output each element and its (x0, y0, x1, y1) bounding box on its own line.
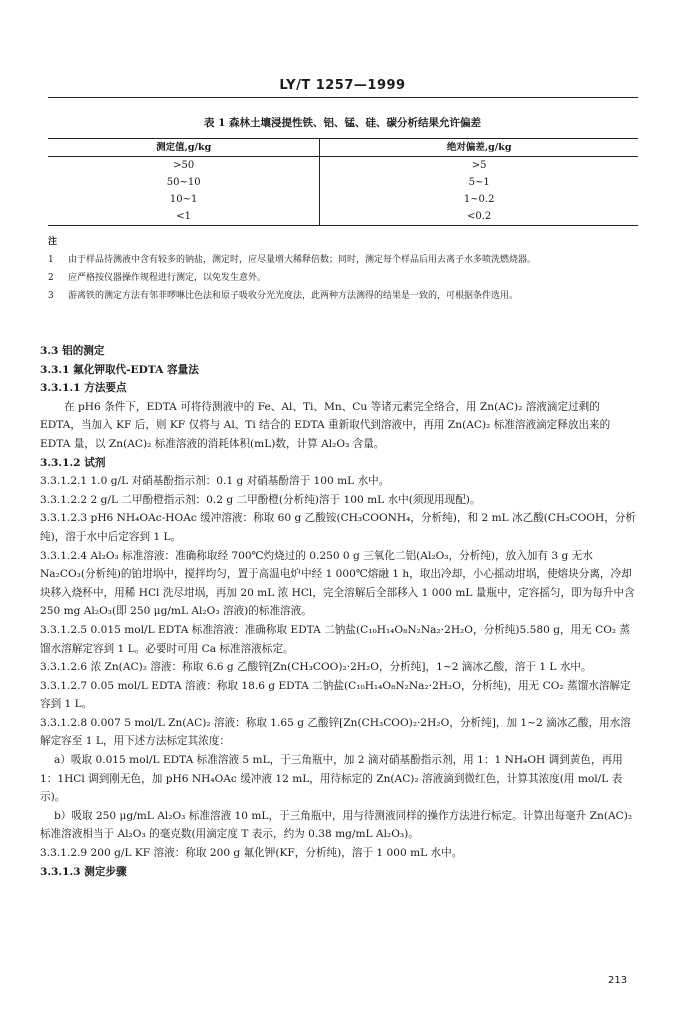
table-cell: <1 (48, 208, 320, 226)
table-cell: >5 (471, 160, 487, 171)
table-row (48, 174, 638, 191)
table-cell: 10~1 (48, 191, 320, 208)
note-text: 游离铁的测定方法有邻菲啰啉比色法和原子吸收分光光度法，此两种方法测得的结果是一致的，可根据条件选用。 (68, 291, 519, 301)
table-cell: 1~0.2 (463, 194, 495, 205)
table-cell: <0.2 (467, 211, 492, 222)
table-header-row (48, 139, 638, 157)
table-row (48, 191, 638, 208)
reagent-item: 3.3.1.2.3 pH6 NH₄OAc-HOAc 缓冲溶液：称取 60 g 乙酸铵(CH₃COONH₄，分析纯)，和 2 mL 冰乙酸(CH₃COOH，分析纯)，溶于水中后定容到 1 L。 (40, 512, 637, 543)
header-rule (48, 97, 638, 98)
column-header: 测定值,g/kg (48, 139, 320, 157)
note-item (48, 288, 638, 304)
deviation-table (48, 138, 638, 226)
reagent-item: 3.3.1.2.7 0.05 mol/L EDTA 溶液：称取 18.6 g EDTA 二钠盐(C₁₀H₁₄O₈N₂Na₂·2H₂O，分析纯)，用无 CO₂ 蒸馏水溶解定容到 1 L。 (40, 679, 631, 711)
procedure-step: a）吸取 0.015 mol/L EDTA 标准溶液 5 mL，于三角瓶中，加 2 滴对硝基酚指示剂，用 1：1 NH₄OH 调到黄色，再用 1：1HCl 调到刚无色，加 pH6 NH₄OAc 缓冲液 12 mL，用待标定的 Zn(AC)₂ 溶液滴到微红色，计算其浓度(用 mol/L 表示)。 (40, 754, 623, 804)
note-item (48, 270, 638, 286)
reagent-item: 3.3.1.2.9 200 g/L KF 溶液：称取 200 g 氟化钾(KF，分析纯)，溶于 1 000 mL 水中。 (40, 847, 463, 860)
note-number: 1 (48, 255, 54, 265)
table-cell: 5~1 (468, 177, 490, 188)
note-item (48, 252, 638, 268)
reagent-item: 3.3.1.2.1 1.0 g/L 对硝基酚指示剂：0.1 g 对硝基酚溶于 100 mL 水中。 (40, 475, 390, 488)
reagent-item: 3.3.1.2.5 0.015 mol/L EDTA 标准溶液：准确称取 EDTA 二钠盐(C₁₀H₁₄O₈N₂Na₂·2H₂O，分析纯)5.580 g，用无 CO₂ 蒸馏水溶解定容到 1 L。必要时可用 Ca 标准溶液标定。 (40, 623, 631, 655)
reagent-item: 3.3.1.2.2 2 g/L 二甲酚橙指示剂：0.2 g 二甲酚橙(分析纯)溶于 100 mL 水中(须现用现配)。 (40, 493, 481, 506)
section-heading: 3.3.1.1 方法要点 (40, 382, 127, 395)
table-caption: 表 1 森林土壤浸提性铁、铝、锰、硅、碳分析结果允许偏差 (203, 117, 482, 129)
reagent-item: 3.3.1.2.8 0.007 5 mol/L Zn(AC)₂ 溶液：称取 1.65 g 乙酸锌[Zn(CH₃COO)₂·2H₂O，分析纯]，加 1~2 滴冰乙酸，用水溶解定容至 1 L，用下述方法标定其浓度： (40, 716, 631, 748)
column-header: 绝对偏差,g/kg (320, 139, 638, 157)
section-heading: 3.3.1.2 试剂 (40, 456, 106, 469)
table-cell: >50 (48, 157, 320, 175)
body-text (40, 342, 640, 881)
table-cell: 50~10 (48, 174, 320, 191)
procedure-step: b）吸取 250 μg/mL Al₂O₃ 标准溶液 10 mL，于三角瓶中，用与待测液同样的操作方法进行标定。计算出每毫升 Zn(AC)₂ 标准溶液相当于 Al₂O₃ 的毫克数(用滴定度 T 表示，约为 0.38 mg/mL Al₂O₃)。 (40, 809, 633, 841)
table-notes (48, 234, 638, 304)
note-number: 3 (48, 291, 54, 301)
notes-label: 注 (48, 237, 58, 247)
reagent-item: 3.3.1.2.6 浓 Zn(AC)₂ 溶液：称取 6.6 g 乙酸锌[Zn(CH₃COO)₂·2H₂O，分析纯]，1~2 滴冰乙酸，溶于 1 L 水中。 (40, 661, 592, 674)
page-number: 213 (608, 975, 628, 986)
note-number: 2 (48, 273, 54, 283)
standard-header: LY/T 1257—1999 (279, 78, 406, 93)
section-heading: 3.3 铝的测定 (40, 345, 105, 357)
section-heading: 3.3.1 氟化钾取代-EDTA 容量法 (40, 363, 199, 376)
paragraph: 在 pH6 条件下，EDTA 可将待测液中的 Fe、Al、Ti、Mn、Cu 等诸元素完全络合，用 Zn(AC)₂ 溶液滴定过剩的 EDTA，当加入 KF 后，则 KF 仅将与 Al、Ti 结合的 EDTA 重新取代到溶液中，再用 Zn(AC)₂ 标准溶液滴定释放出来的 EDTA 量，以 Zn(AC)₂ 标准溶液的消耗体积(mL)数，计算 Al₂O₃ 含量。 (40, 400, 611, 450)
table-row (48, 157, 638, 175)
table-row (48, 208, 638, 226)
section-heading: 3.3.1.3 测定步骤 (40, 865, 127, 878)
reagent-item: 3.3.1.2.4 Al₂O₃ 标准溶液：准确称取经 700℃灼烧过的 0.250 0 g 三氧化二铝(Al₂O₃，分析纯)，放入加有 3 g 无水 Na₂CO₃(分析纯)的铂坩埚中，搅拌均匀，置于高温电炉中经 1 000℃熔融 1 h，取出冷却，小心摇动坩埚，使熔块分离，冷却块移入烧杯中，用稀 HCl 洗尽坩埚，再加 20 mL 浓 HCl，完全溶解后全部移入 1 000 mL 量瓶中，定容摇匀，即为每升中含 250 mg Al₂O₃(即 250 μg/mL Al₂O₃ 溶液)的标准溶液。 (40, 549, 635, 618)
note-text: 由于样品待测液中含有较多的钠盐，测定时，应尽量增大稀释倍数；同时，测定每个样品后用去离子水多喷洗燃烧器。 (68, 255, 537, 265)
note-text: 应严格按仪器操作规程进行测定，以免发生意外。 (68, 273, 267, 283)
